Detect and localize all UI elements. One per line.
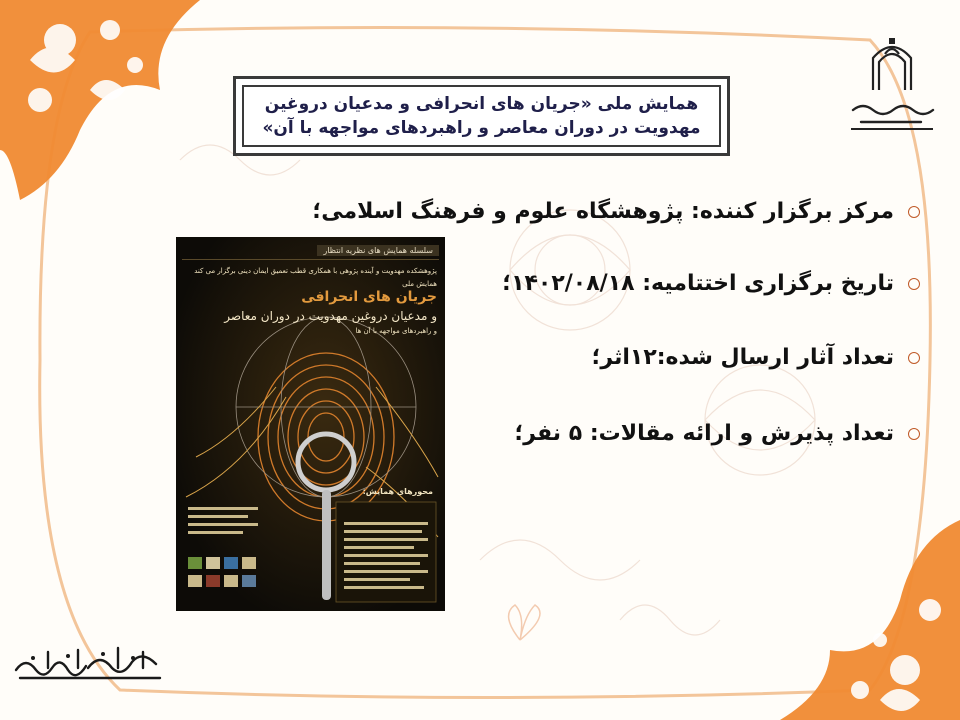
bullet-circle-icon (908, 206, 920, 218)
bullet-text: تاریخ برگزاری اختتامیه: ۱۴۰۲/۰۸/۱۸؛ (502, 271, 894, 296)
conference-title-line-2: مهدویت در دوران معاصر و راهبردهای مواجهه با آن» (262, 118, 701, 138)
bullet-text: مرکز برگزار کننده: پژوهشگاه علوم و فرهنگ اسلامی؛ (312, 199, 894, 224)
bullet-submissions-count (592, 345, 920, 370)
conference-title-inner-frame (242, 85, 721, 147)
poster-organizer-line: پژوهشکده مهدویت و آینده پژوهی با همکاری قطب تعمیق ایمان دینی برگزار می کند (194, 267, 437, 275)
poster-title-tail: و راهبردهای مواجهه با آن ها (355, 327, 437, 335)
bullet-circle-icon (908, 278, 920, 290)
bullet-text: تعداد آثار ارسال شده:۱۲اثر؛ (591, 345, 894, 370)
bullet-circle-icon (908, 352, 920, 364)
bullet-closing-date (502, 271, 920, 296)
bullet-organizer (312, 199, 920, 224)
jamiat-al-zahra-logo (843, 30, 941, 138)
poster-type: همایش ملی (402, 280, 437, 288)
conference-title-line-1: همایش ملی «جریان های انحرافی و مدعیان دروغین (264, 94, 699, 114)
poster-series-header (182, 243, 439, 260)
conference-poster-image (176, 237, 445, 611)
bullet-text: تعداد پذیرش و ارائه مقالات: ۵ نفر؛ (514, 421, 894, 446)
poster-axes-heading: محورهای همایش: (362, 487, 433, 496)
bullet-accepted-count (514, 421, 920, 446)
poster-title-sub: و مدعیان دروغین مهدویت در دوران معاصر (224, 309, 437, 323)
poster-series-text: سلسله همایش های نظریه انتظار (317, 245, 439, 256)
conference-title-box (233, 76, 730, 156)
poster-title-main: جریان های انحرافی (301, 289, 437, 305)
research-deputy-calligraphy-logo (8, 640, 168, 686)
bullet-circle-icon (908, 428, 920, 440)
